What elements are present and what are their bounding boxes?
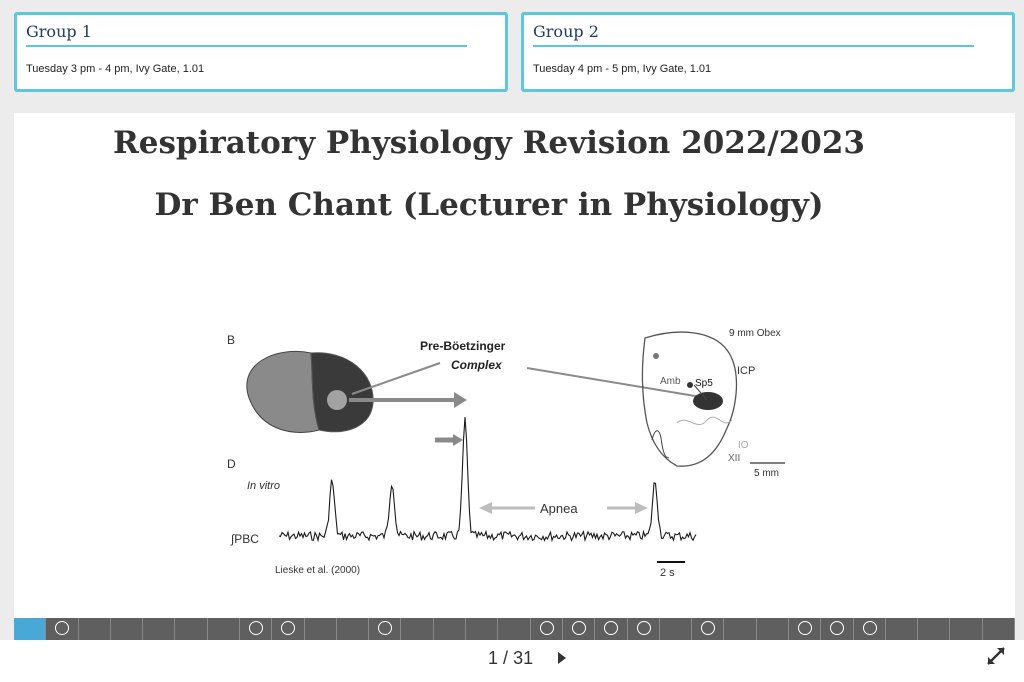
xii-label: XII [728,453,741,464]
amb-label: Amb [660,376,681,387]
progress-segment[interactable] [401,618,433,640]
progress-segment[interactable] [466,618,498,640]
obex-label: 9 mm Obex [729,328,781,339]
progress-marker[interactable] [540,621,554,635]
pbc-label: ∫PBC [231,532,259,546]
prebot-label: Pre-Böetzinger [420,339,506,353]
io-label: IO [738,440,749,451]
progress-segment[interactable] [14,618,46,640]
group-1-time: Tuesday 3 pm - 4 pm, Ivy Gate, 1.01 [26,63,205,75]
scale-2s-label: 2 s [660,567,675,579]
fullscreen-icon[interactable] [984,644,1008,668]
next-slide-icon[interactable] [558,652,566,664]
prebot-region-glow [327,390,347,410]
progress-segment[interactable] [886,618,918,640]
progress-segment[interactable] [208,618,240,640]
progress-segment[interactable] [660,618,692,640]
group-1-divider [26,45,467,47]
prebot-nucleus [693,392,723,410]
scale-5mm-label: 5 mm [754,468,779,479]
slide-progress-bar[interactable] [14,618,1015,640]
progress-marker[interactable] [572,621,586,635]
progress-segment[interactable] [983,618,1015,640]
page-indicator [488,648,533,669]
player-navigation [0,640,1024,682]
apnea-label: Apnea [540,501,578,516]
slide-title: Respiratory Physiology Revision 2022/2023 [112,125,866,161]
amb-nucleus [687,382,693,388]
progress-segment[interactable] [79,618,111,640]
figure-background [207,308,813,594]
progress-marker[interactable] [637,621,651,635]
sp5-label: Sp5 [695,378,713,389]
progress-segment[interactable] [175,618,207,640]
current-page: 1 [488,648,499,668]
group-2-time: Tuesday 4 pm - 5 pm, Ivy Gate, 1.01 [533,63,712,75]
progress-segment[interactable] [950,618,982,640]
progress-segment[interactable] [305,618,337,640]
group-1-title: Group 1 [26,22,92,41]
panel-d-label: D [227,457,236,471]
progress-segment[interactable] [111,618,143,640]
progress-segment[interactable] [337,618,369,640]
group-2-title: Group 2 [533,22,599,41]
progress-segment[interactable] [757,618,789,640]
progress-segment[interactable] [724,618,756,640]
slide-viewport [14,113,1015,618]
medulla-marker-dot [653,353,659,359]
page-separator: / [503,648,509,668]
group-2-divider [533,45,974,47]
progress-segment[interactable] [498,618,530,640]
progress-segment[interactable] [918,618,950,640]
respiratory-figure [207,308,813,594]
progress-marker[interactable] [863,621,877,635]
group-1-card [14,12,508,92]
citation-label: Lieske et al. (2000) [275,565,361,576]
progress-segment[interactable] [143,618,175,640]
progress-marker[interactable] [798,621,812,635]
total-pages: 31 [513,648,534,668]
group-2-card [521,12,1015,92]
icp-label: ICP [737,365,756,377]
progress-segment[interactable] [434,618,466,640]
complex-label: Complex [451,358,502,372]
panel-b-label: B [227,333,236,347]
slide-subtitle: Dr Ben Chant (Lecturer in Physiology) [154,187,824,223]
in-vitro-label: In vitro [247,480,281,492]
